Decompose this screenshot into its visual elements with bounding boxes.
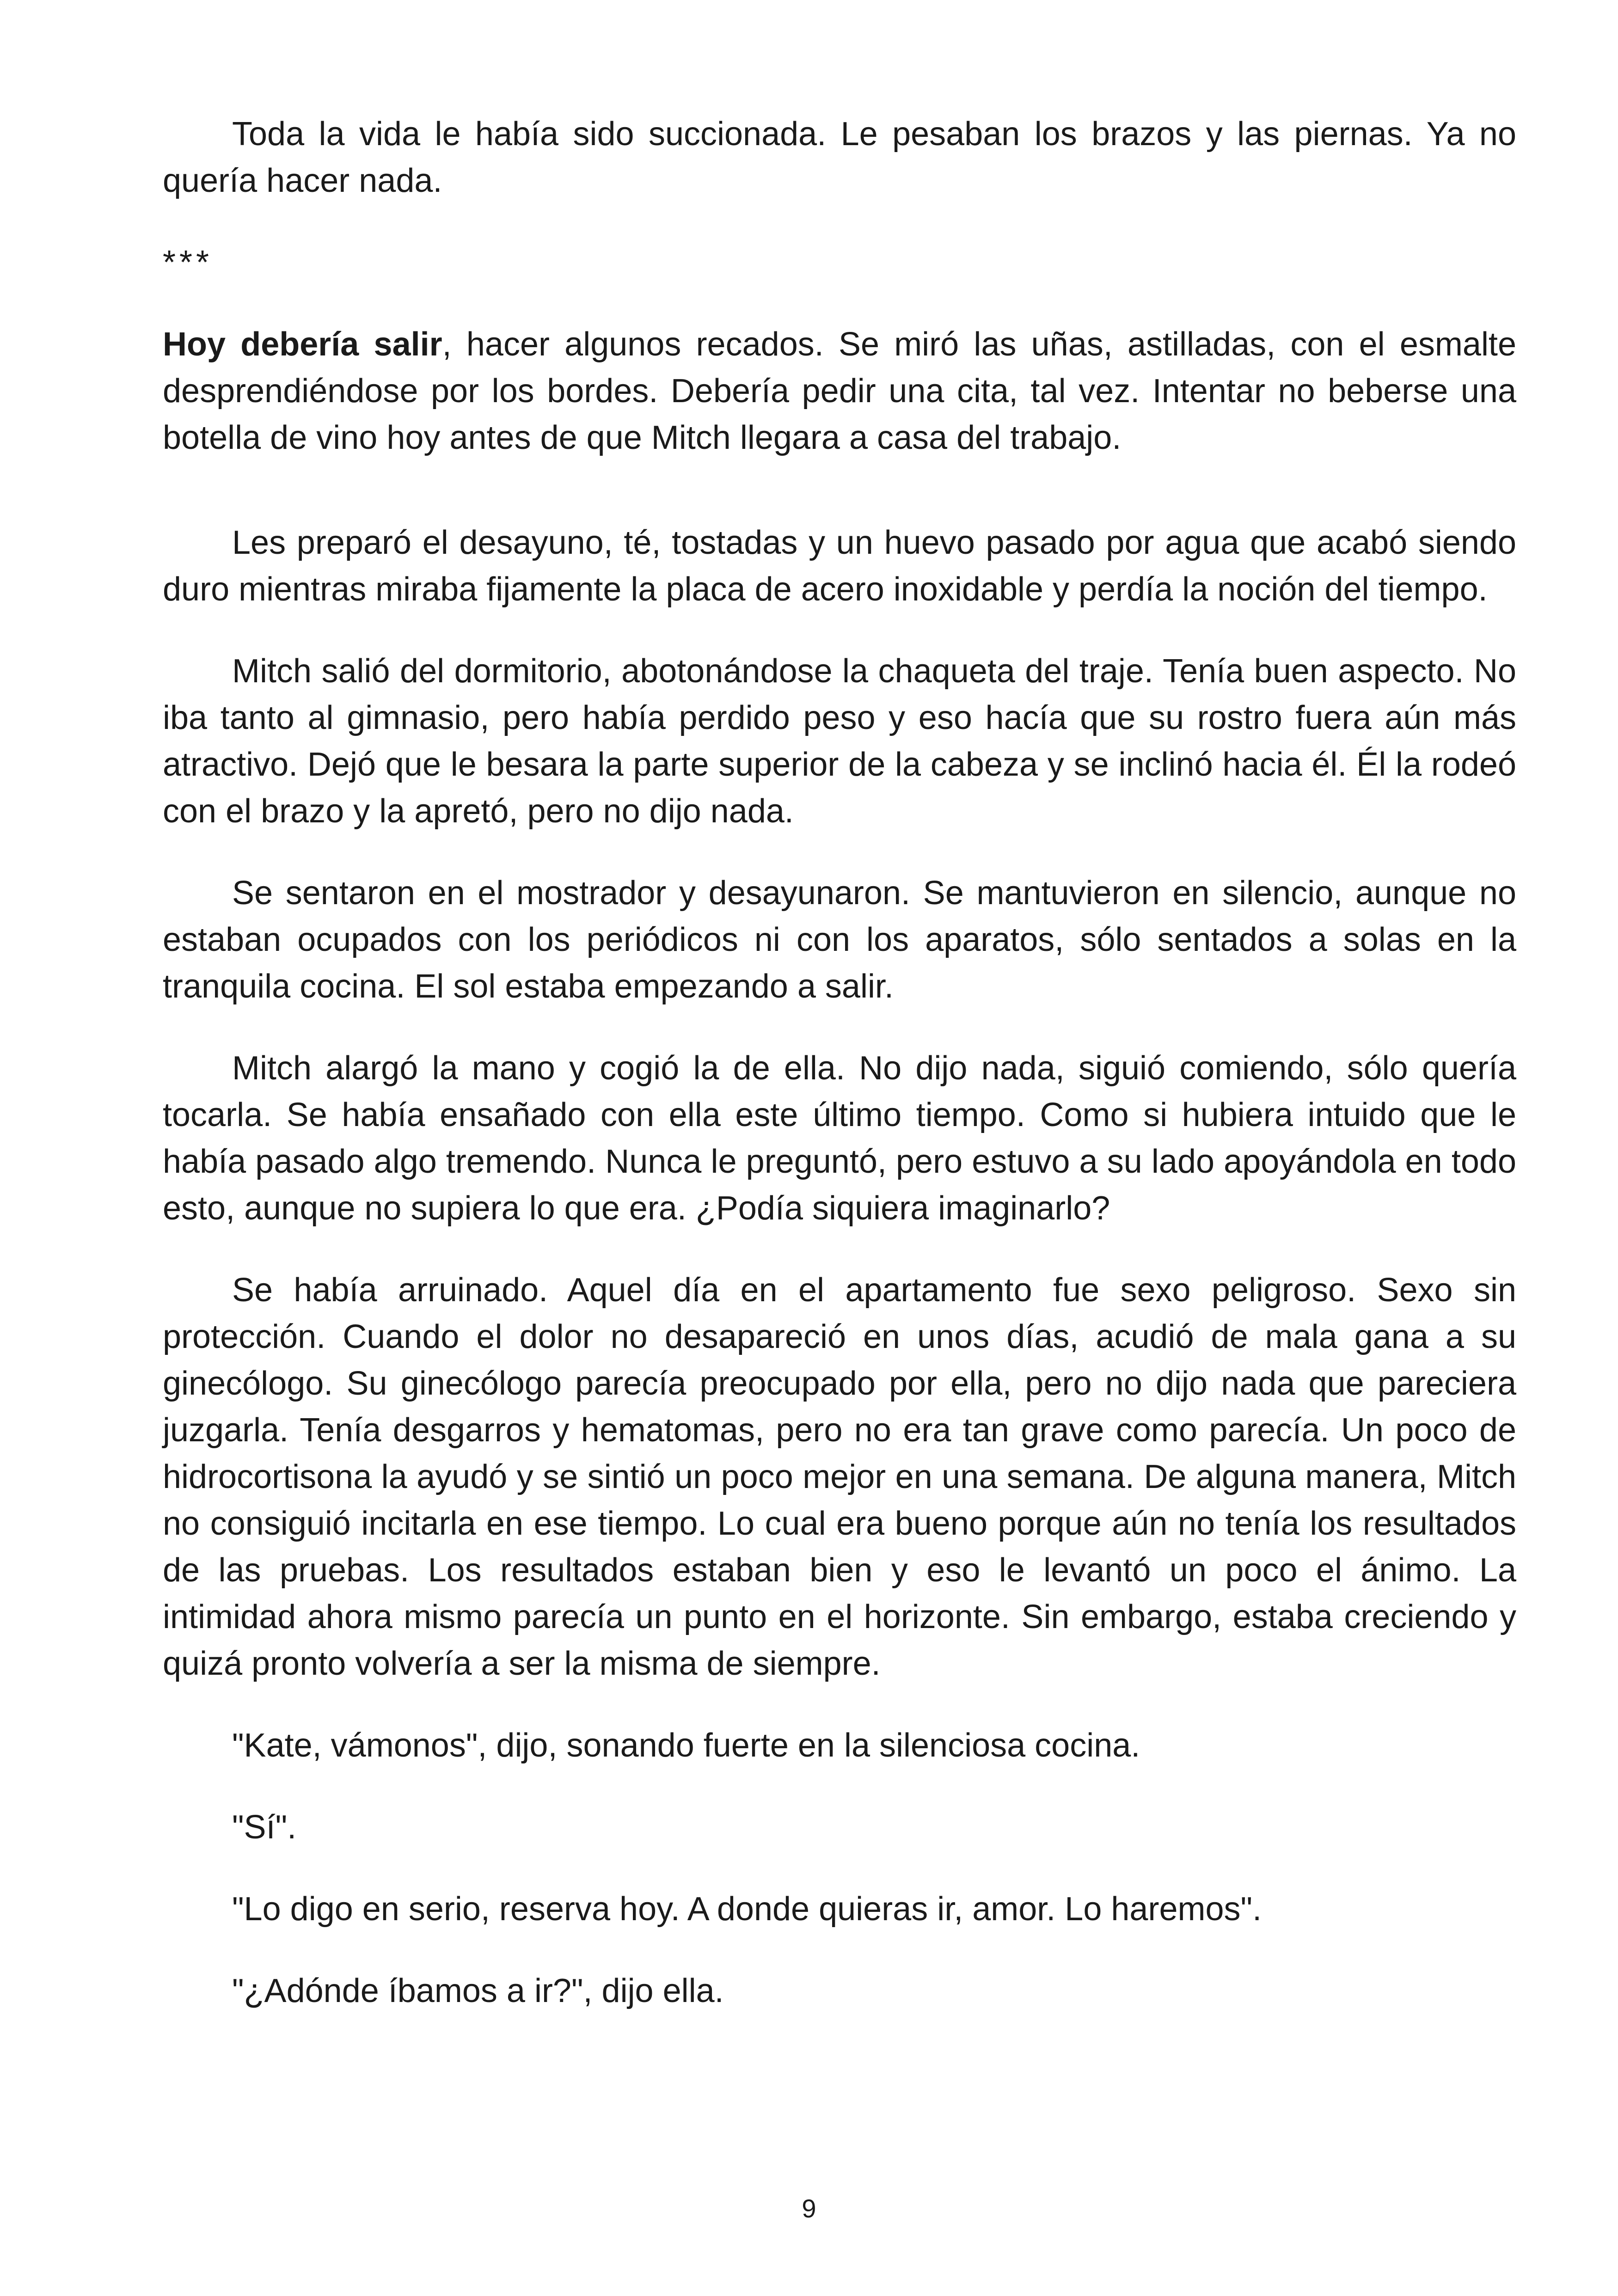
spacer [163, 496, 1516, 520]
dialogue-4: "¿Adónde íbamos a ir?", dijo ella. [232, 1972, 724, 2009]
paragraph-4: Mitch salió del dormitorio, abotonándose la chaqueta del traje. Tenía buen aspecto. No iba tanto al gimnasio, pero había perdido peso y eso hacía que su rostro fuera aún más atractivo. Dejó que le besara la parte superior de la cabeza y se inclinó hacia él. Él la rodeó con el brazo y la apretó, pero no dijo nada. [163, 653, 1516, 830]
dialogue-2: "Sí". [232, 1809, 297, 1846]
paragraph-7: Se había arruinado. Aquel día en el apartamento fue sexo peligroso. Sexo sin protección. Cuando el dolor no desapareció en unos días, acudió de mala gana a su ginecólogo. Su ginecólogo parecía preocupado por ella, pero no dijo nada que pareciera juzgarla. Tenía desgarros y hematomas, pero no era tan grave como parecía. Un poco de hidrocortisona la ayudó y se sintió un poco mejor en una semana. De alguna manera, Mitch no consiguió incitarla en ese tiempo. Lo cual era bueno porque aún no tenía los resultados de las pruebas. Los resultados estaban bien y eso le levantó un poco el ánimo. La intimidad ahora mismo parecía un punto en el horizonte. Sin embargo, estaba creciendo y quizá pronto volvería a ser la misma de siempre. [163, 1272, 1516, 1682]
paragraph-2-bold-lead: Hoy debería salir [163, 326, 442, 363]
paragraph-1: Toda la vida le había sido succionada. Le pesaban los brazos y las piernas. Ya no quería hacer nada. [163, 116, 1516, 199]
dialogue-1: "Kate, vámonos", dijo, sonando fuerte en la silenciosa cocina. [232, 1727, 1140, 1764]
paragraph-3: Les preparó el desayuno, té, tostadas y un huevo pasado por agua que acabó siendo duro mientras miraba fijamente la placa de acero inoxidable y perdía la noción del tiempo. [163, 524, 1516, 608]
paragraph-6: Mitch alargó la mano y cogió la de ella. No dijo nada, siguió comiendo, sólo quería tocarla. Se había ensañado con ella este último tiempo. Como si hubiera intuido que le había pasado algo tremendo. Nunca le preguntó, pero estuvo a su lado apoyándola en todo esto, aunque no supiera lo que era. ¿Podía siquiera imaginarlo? [163, 1050, 1516, 1227]
dialogue-3: "Lo digo en serio, reserva hoy. A donde quieras ir, amor. Lo haremos". [232, 1891, 1262, 1928]
paragraph-2-text: , hacer algunos recados. Se miró las uñas, astilladas, con el esmalte desprendiéndose por los bordes. Debería pedir una cita, tal vez. Intentar no beberse una botella de vino hoy antes de que Mitch llegara a casa del trabajo. [163, 326, 1516, 456]
scene-separator: *** [163, 244, 213, 281]
paragraph-2 [163, 321, 1516, 461]
page-body [163, 111, 1516, 2050]
paragraph-5: Se sentaron en el mostrador y desayunaron. Se mantuvieron en silencio, aunque no estaban ocupados con los periódicos ni con los aparatos, sólo sentados a solas en la tranquila cocina. El sol estaba empezando a salir. [163, 875, 1516, 1005]
page-number: 9 [802, 2194, 816, 2223]
